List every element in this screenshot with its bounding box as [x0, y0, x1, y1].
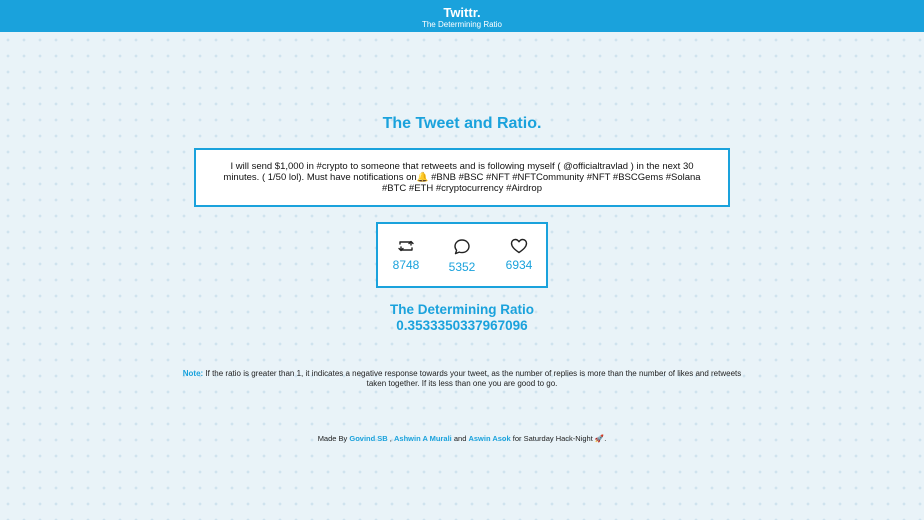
author-link-ashwin[interactable]: Ashwin A Murali: [393, 434, 452, 443]
reply-icon: [453, 238, 471, 256]
author-link-aswin[interactable]: Aswin Asok: [468, 434, 511, 443]
reply-stat: [442, 238, 482, 274]
author-link-govind[interactable]: Govind SB: [349, 434, 388, 443]
like-stat: [499, 238, 539, 272]
tweet-card: [194, 148, 730, 207]
footer-suffix: for Saturday Hack-Night 🚀.: [510, 434, 607, 443]
note-label: Note:: [182, 369, 204, 378]
retweet-stat: [386, 238, 426, 272]
retweet-count: 8748: [392, 258, 420, 272]
retweet-icon: [397, 238, 415, 254]
like-count: 6934: [505, 258, 533, 272]
tweet-text: I will send $1,000 in #crypto to someone that retweets and is following myself ( @officialtravlad ) in the next 30 minutes. ( 1/50 lol). Must have notifications on🔔 #BNB #BSC #NFT #NFTCommunity #NFT #BSCGems #Solana #BTC #ETH #cryptocurrency #Airdrop: [223, 161, 701, 194]
ratio-label: The Determining Ratio: [389, 302, 534, 317]
brand-title: Twittr.: [443, 5, 481, 20]
reply-count: 5352: [448, 260, 476, 274]
ratio-value: 0.3533350337967096: [396, 318, 528, 333]
footer-separator: and: [451, 434, 469, 443]
app-header: [0, 0, 924, 32]
footer-separator: ,: [387, 434, 394, 443]
section-title: The Tweet and Ratio.: [382, 115, 542, 132]
note-text: If the ratio is greater than 1, it indicates a negative response towards your tweet, as the number of replies is more than the number of likes and retweets taken together. If its less than one you are good to go.: [203, 369, 742, 388]
stats-card: [376, 222, 548, 288]
footer-prefix: Made By: [317, 434, 350, 443]
note: [172, 369, 752, 389]
brand-tagline: The Determining Ratio: [421, 20, 503, 29]
heart-icon: [510, 238, 528, 254]
footer: [0, 434, 924, 443]
